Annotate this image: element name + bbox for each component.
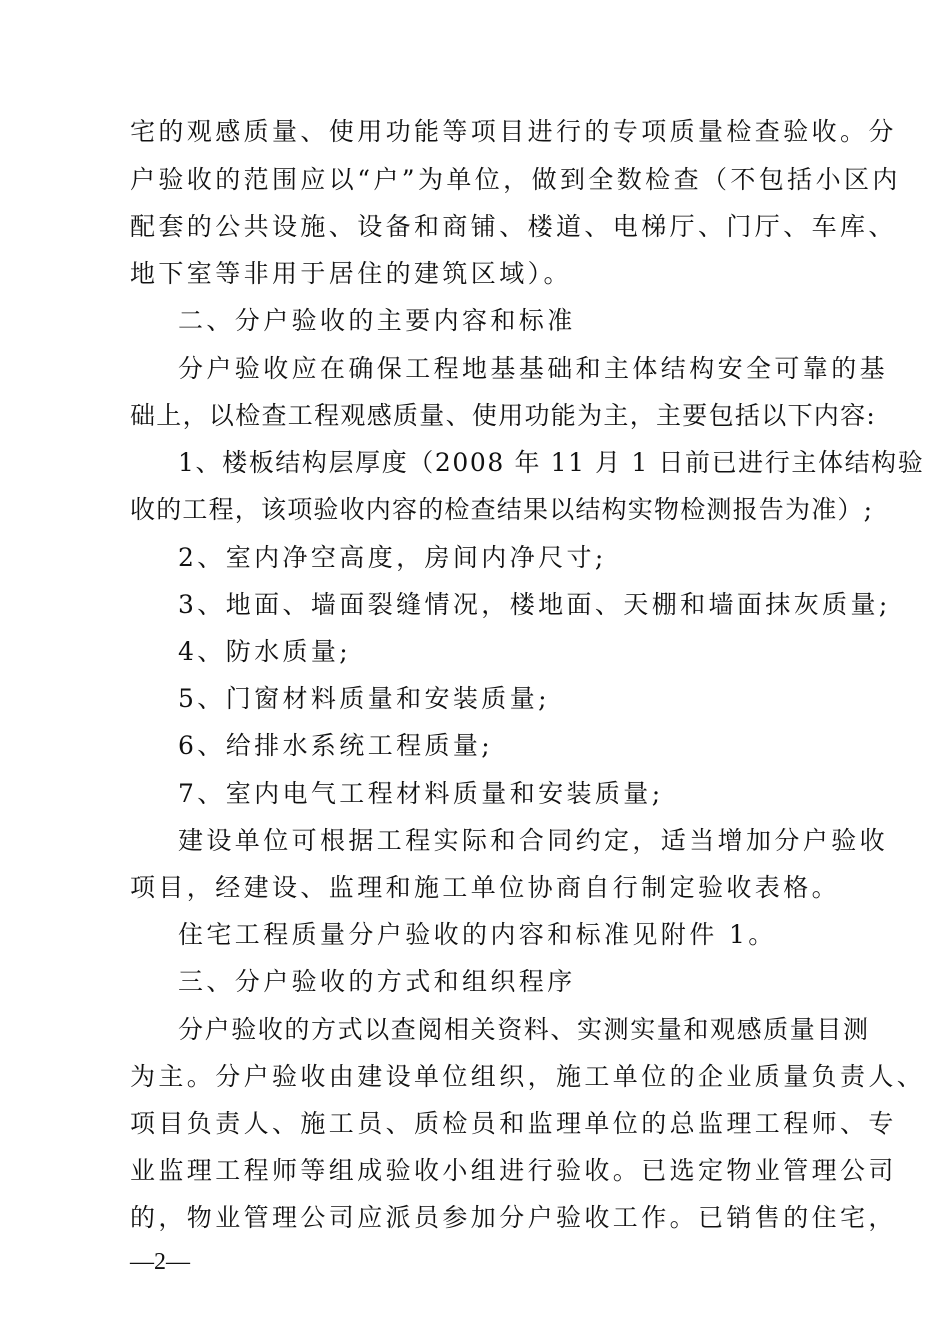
list-item-4: 4、防水质量; [178, 637, 352, 666]
paragraph-line-3: 建设单位可根据工程实际和合同约定，适当增加分户验收 [178, 826, 889, 855]
paragraph-line-7: 项目负责人、施工员、质检员和监理单位的总监理工程师、专 [130, 1109, 897, 1138]
body-line-3: 配套的公共设施、设备和商铺、楼道、电梯厅、门厅、车库、 [130, 212, 897, 241]
list-item-5: 5、门窗材料质量和安装质量; [178, 684, 550, 713]
paragraph-line-1: 分户验收应在确保工程地基基础和主体结构安全可靠的基 [178, 354, 889, 383]
list-item-3: 3、地面、墙面裂缝情况，楼地面、天棚和墙面抹灰质量; [178, 590, 891, 619]
paragraph-line-5: 分户验收的方式以查阅相关资料、实测实量和观感质量目测 [178, 1015, 870, 1044]
list-item-2: 2、室内净空高度，房间内净尺寸; [178, 543, 607, 572]
section-heading-2: 二、分户验收的主要内容和标准 [178, 306, 576, 335]
list-item-6: 6、给排水系统工程质量; [178, 731, 494, 760]
paragraph-line-4: 项目，经建设、监理和施工单位协商自行制定验收表格。 [130, 873, 841, 902]
list-item-7: 7、室内电气工程材料质量和安装质量; [178, 779, 664, 808]
body-line-2: 户验收的范围应以“户”为单位，做到全数检查（不包括小区内 [130, 165, 901, 194]
section-heading-3: 三、分户验收的方式和组织程序 [178, 967, 576, 996]
paragraph-line-6: 为主。分户验收由建设单位组织，施工单位的企业质量负责人、 [130, 1062, 926, 1091]
appendix-reference: 住宅工程质量分户验收的内容和标准见附件 1。 [178, 920, 777, 949]
paragraph-line-8: 业监理工程师等组成验收小组进行验收。已选定物业管理公司 [130, 1156, 897, 1185]
body-line-4: 地下室等非用于居住的建筑区域）。 [130, 259, 572, 288]
page-number: —2— [130, 1249, 190, 1275]
paragraph-line-2: 础上，以检查工程观感质量、使用功能为主，主要包括以下内容: [130, 401, 877, 430]
body-line-1: 宅的观感质量、使用功能等项目进行的专项质量检查验收。分 [130, 117, 897, 146]
list-item-1-line-1: 1、楼板结构层厚度（2008 年 11 月 1 日前已进行主体结构验 [178, 448, 925, 477]
paragraph-line-9: 的，物业管理公司应派员参加分户验收工作。已销售的住宅， [130, 1203, 897, 1232]
list-item-1-line-2: 收的工程，该项验收内容的检查结果以结构实物检测报告为准）; [130, 495, 874, 524]
